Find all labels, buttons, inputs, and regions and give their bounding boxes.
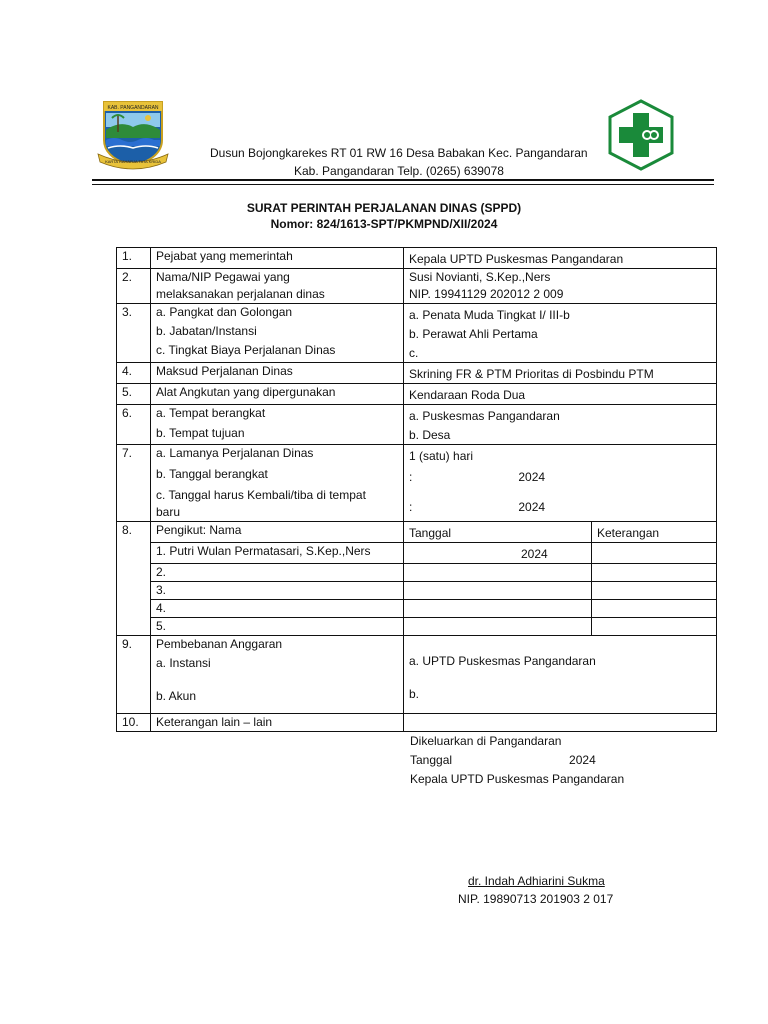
row-label: a. Tempat berangkat b. Tempat tujuan xyxy=(151,405,404,445)
table-row xyxy=(117,618,717,636)
row-number: 8. xyxy=(117,522,151,636)
follower-date xyxy=(404,600,592,618)
signer-position: Kepala UPTD Puskesmas Pangandaran xyxy=(410,772,625,786)
follower-note xyxy=(592,600,717,618)
row-number: 9. xyxy=(117,636,151,714)
row-number: 2. xyxy=(117,269,151,304)
row-number: 1. xyxy=(117,248,151,269)
follower-name: 1. Putri Wulan Permatasari, S.Kep.,Ners xyxy=(151,543,404,564)
header-divider-thick xyxy=(92,179,714,181)
row-number: 10. xyxy=(117,714,151,732)
table-row xyxy=(117,543,717,564)
table-row xyxy=(117,714,717,732)
document-number: Nomor: 824/1613-SPT/PKMPND/XII/2024 xyxy=(270,217,498,231)
row-value: a. Penata Muda Tingkat I/ III-b b. Perawat Ahli Pertama c. xyxy=(404,304,717,363)
row-label: Pejabat yang memerintah xyxy=(151,248,404,269)
table-row xyxy=(117,582,717,600)
table-row xyxy=(117,363,717,384)
follower-name: 3. xyxy=(151,582,404,600)
follower-name: 2. xyxy=(151,564,404,582)
table-row xyxy=(117,445,717,522)
follower-name: 4. xyxy=(151,600,404,618)
table-row xyxy=(117,600,717,618)
row-number: 5. xyxy=(117,384,151,405)
table-row xyxy=(117,564,717,582)
column-header-note: Keterangan xyxy=(592,522,717,543)
follower-date xyxy=(404,582,592,600)
crest-ribbon-text: KARTA RAHARJA TATA KRIDA xyxy=(105,159,161,164)
row-value: a. UPTD Puskesmas Pangandaran b. xyxy=(404,636,717,714)
row-number: 6. xyxy=(117,405,151,445)
row-number: 7. xyxy=(117,445,151,522)
row-label: Nama/NIP Pegawai yang melaksanakan perjalanan dinas xyxy=(151,269,404,304)
row-number: 3. xyxy=(117,304,151,363)
table-row xyxy=(117,384,717,405)
document-title: SURAT PERINTAH PERJALANAN DINAS (SPPD) xyxy=(246,201,522,215)
address-line-2: Kab. Pangandaran Telp. (0265) 639078 xyxy=(294,164,504,178)
sppd-form-table xyxy=(116,247,717,732)
table-row xyxy=(117,304,717,363)
row-number: 4. xyxy=(117,363,151,384)
follower-name: 5. xyxy=(151,618,404,636)
row-label: a. Pangkat dan Golongan b. Jabatan/Instansi c. Tingkat Biaya Perjalanan Dinas xyxy=(151,304,404,363)
signer-nip: NIP. 19890713 201903 2 017 xyxy=(458,892,614,906)
follower-date xyxy=(404,618,592,636)
issued-date: Tanggal 2024 xyxy=(410,753,596,767)
table-row xyxy=(117,636,717,714)
row-label: Pengikut: Nama xyxy=(151,522,404,543)
row-label: Keterangan lain – lain xyxy=(151,714,404,732)
regency-crest-logo xyxy=(96,96,170,170)
table-row xyxy=(117,269,717,304)
row-label: Alat Angkutan yang dipergunakan xyxy=(151,384,404,405)
row-value: Skrining FR & PTM Prioritas di Posbindu PTM xyxy=(404,363,717,384)
row-value: a. Puskesmas Pangandaran b. Desa xyxy=(404,405,717,445)
row-label: Pembebanan Anggaran a. Instansi b. Akun xyxy=(151,636,404,714)
row-value: 1 (satu) hari : 2024 : 2024 xyxy=(404,445,717,522)
address-line-1: Dusun Bojongkarekes RT 01 RW 16 Desa Babakan Kec. Pangandaran xyxy=(210,146,588,160)
follower-date: 2024 xyxy=(404,543,592,564)
issued-place: Dikeluarkan di Pangandaran xyxy=(410,734,562,748)
row-label: a. Lamanya Perjalanan Dinas b. Tanggal berangkat c. Tanggal harus Kembali/tiba di tempat baru xyxy=(151,445,404,522)
follower-note xyxy=(592,564,717,582)
row-value: Kepala UPTD Puskesmas Pangandaran xyxy=(404,248,717,269)
crest-title-text: KAB. PANGANDARAN xyxy=(107,105,159,111)
signer-name: dr. Indah Adhiarini Sukma xyxy=(468,874,605,888)
table-row xyxy=(117,405,717,445)
follower-note xyxy=(592,543,717,564)
follower-note xyxy=(592,582,717,600)
row-label: Maksud Perjalanan Dinas xyxy=(151,363,404,384)
signature-block xyxy=(410,732,624,789)
row-value xyxy=(404,714,717,732)
row-value: Kendaraan Roda Dua xyxy=(404,384,717,405)
row-value: Susi Novianti, S.Kep.,Ners NIP. 19941129 202012 2 009 xyxy=(404,269,717,304)
header-divider-thin xyxy=(92,184,714,185)
follower-note xyxy=(592,618,717,636)
column-header-date: Tanggal xyxy=(404,522,592,543)
puskesmas-cross-logo-icon xyxy=(606,99,676,171)
follower-date xyxy=(404,564,592,582)
table-row xyxy=(117,522,717,543)
table-row xyxy=(117,248,717,269)
